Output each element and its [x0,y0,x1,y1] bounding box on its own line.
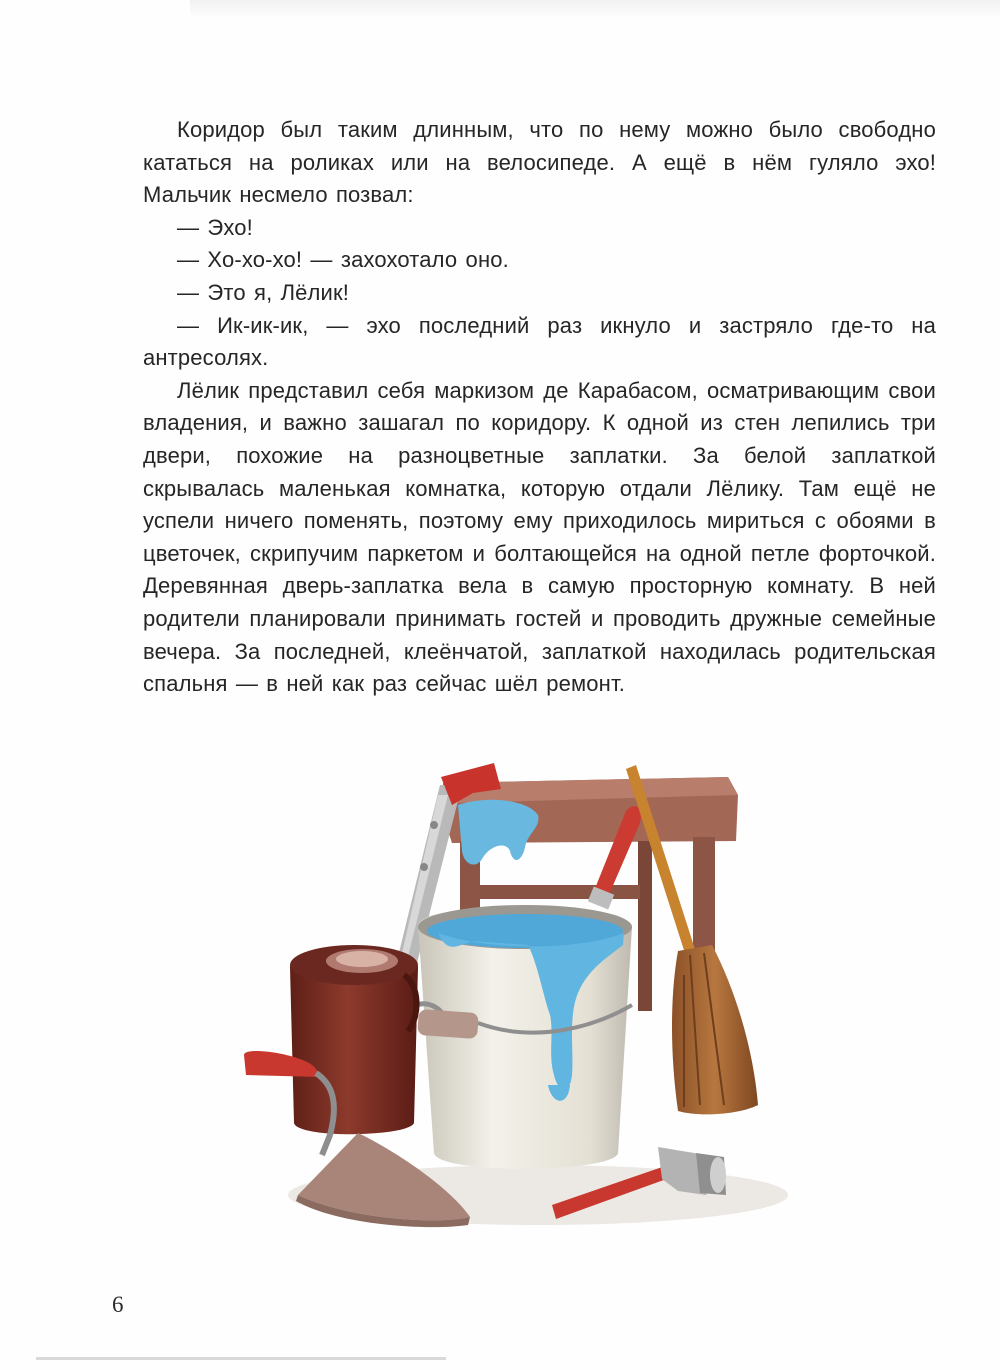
dialogue-line-its-me: — Это я, Лёлик! [177,279,350,305]
paint-bucket [406,905,632,1169]
dialogue-line-ikik: — Ик-ик-ик, — эхо последний раз икнуло и застряло где-то на антресолях. [143,312,936,371]
dialogue-line-echo: — Эхо! [177,214,253,240]
bottom-edge-line [36,1357,446,1360]
clay-pot [290,945,418,1134]
page-number: 6 [112,1292,124,1317]
paint-splash-stool [458,800,538,865]
top-edge-shadow [190,0,1000,18]
renovation-tools-illustration [238,755,808,1235]
paragraph-doors: Лёлик представил себя маркизом де Карабасом, осматривающим свои владения, и важно зашагал по коридору. К одной из стен лепились три двери, похожие на разноцветные заплатки. За белой заплаткой скрывалась маленькая комнатка, которую отдали Лёлику. Там ещё не успели ничего поменять, поэтому ему приходилось мириться с обоями в цветочек, скрипучим паркетом и болтающейся на одной петле форточкой. Деревянная дверь-заплатка вела в самую просторную комнату. В ней родители планировали принимать гостей и проводить дружные семейные вечера. За последней, клеёнчатой, заплаткой находилась родительская спальня — в ней как раз сейчас шёл ремонт. [143,377,936,697]
paragraph-corridor: Коридор был таким длинным, что по нему можно было свободно кататься на роликах или на велосипеде. А ещё в нём гуляло эхо! Мальчик несмело позвал: [143,117,936,208]
dialogue-line-hohoho: — Хо-хо-хо! — захохотало оно. [177,247,509,273]
story-text [143,114,936,701]
